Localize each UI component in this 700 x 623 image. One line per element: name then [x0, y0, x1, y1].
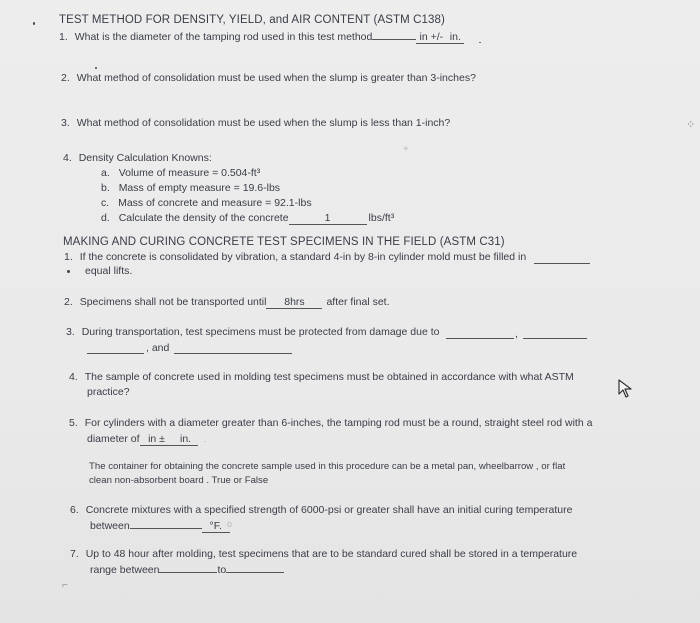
section-title-astm-c138: TEST METHOD FOR DENSITY, YIELD, and AIR CONTENT (ASTM C138)	[59, 14, 445, 26]
question-c31-5	[69, 417, 592, 429]
answer-line[interactable]	[523, 338, 587, 339]
bullet-dot	[67, 270, 70, 273]
true-false-line-2: clean non-absorbent board . True or False	[89, 475, 269, 486]
answer-field[interactable]	[226, 572, 284, 573]
unit-label: in.	[174, 434, 198, 446]
question-number: 4.	[69, 371, 78, 383]
stray-mark	[33, 22, 35, 25]
question-number: 2.	[61, 72, 70, 84]
known-d: d. Calculate the density of the concrete 1 lbs/ft³	[101, 212, 395, 224]
question-text: Concrete mixtures with a specified strength of 6000-psi or greater shall have an initial curing temperature	[85, 504, 573, 516]
question-c31-6	[70, 504, 572, 516]
question-c31-5-cont: diameter of in ± in. .	[87, 433, 207, 445]
question-text: What method of consolidation must be used when the slump is less than 1-inch?	[76, 117, 451, 129]
question-text: What is the diameter of the tamping rod used in this test method	[74, 31, 373, 43]
density-answer-field[interactable]: 1	[289, 213, 367, 225]
answer-line[interactable]	[87, 353, 144, 354]
stray-mark: ⁘	[686, 119, 696, 131]
question-text: Specimens shall not be transported until	[79, 296, 267, 308]
unit-label: in.	[446, 32, 464, 44]
question-c31-2	[64, 296, 390, 309]
unit-label: °F.	[202, 521, 230, 533]
question-c31-4-cont: practice?	[87, 386, 130, 398]
question-c31-6-cont: between °F.	[90, 520, 230, 533]
question-number: 4.	[63, 152, 72, 164]
question-text: If the concrete is consolidated by vibration, a standard 4-in by 8-in cylinder mold must be filled in	[79, 251, 527, 263]
known-a: a. Volume of measure = 0.504-ft³	[101, 167, 261, 179]
question-2	[61, 72, 476, 84]
question-number: 1.	[59, 31, 68, 43]
answer-field[interactable]	[130, 528, 202, 529]
answer-field[interactable]: in +/-	[416, 32, 446, 44]
question-text: Up to 48 hour after molding, test specimens that are to be standard cured shall be stored in a temperature	[85, 548, 578, 560]
question-number: 5.	[69, 417, 78, 429]
question-text: Density Calculation Knowns:	[78, 152, 212, 164]
answer-line[interactable]	[446, 338, 514, 339]
question-number: 7.	[70, 548, 79, 560]
known-c: c. Mass of concrete and measure = 92.1-lbs	[101, 197, 312, 209]
question-c31-3	[66, 326, 439, 338]
faint-mark: o	[227, 519, 233, 529]
stray-mark: ⌐	[62, 580, 68, 591]
question-number: 6.	[70, 504, 79, 516]
and-label: , and	[146, 342, 170, 354]
unit-label: lbs/ft³	[368, 212, 395, 224]
mouse-pointer-icon	[617, 378, 633, 400]
question-number: 3.	[66, 326, 75, 338]
answer-line[interactable]	[534, 263, 590, 264]
answer-field[interactable]	[159, 572, 217, 573]
answer-field[interactable]: 8hrs	[266, 297, 322, 309]
question-number: 3.	[61, 117, 70, 129]
question-number: 2.	[64, 296, 73, 308]
true-false-line-1: The container for obtaining the concrete sample used in this procedure can be a metal pan, wheelbarrow , or flat	[89, 461, 566, 472]
section-title-astm-c31: MAKING AND CURING CONCRETE TEST SPECIMENS IN THE FIELD (ASTM C31)	[63, 236, 505, 248]
question-c31-7-cont: range between to	[90, 564, 284, 576]
question-text-tail: after final set.	[326, 296, 390, 308]
question-3	[61, 117, 450, 129]
question-c31-1	[64, 251, 526, 263]
stray-dot	[95, 67, 97, 69]
known-b: b. Mass of empty measure = 19.6-lbs	[101, 182, 281, 194]
question-c31-7	[70, 548, 577, 560]
answer-field[interactable]: in ±	[140, 434, 174, 446]
question-1	[59, 31, 464, 44]
stray-mark	[479, 42, 481, 43]
faint-plus-mark: +	[403, 144, 409, 155]
question-c31-4	[69, 371, 574, 383]
answer-line[interactable]	[174, 353, 292, 354]
question-number: 1.	[64, 251, 73, 263]
question-text: What method of consolidation must be used when the slump is greater than 3-inches?	[76, 72, 476, 84]
question-text: The sample of concrete used in molding test specimens must be obtained in accordance with what ASTM	[84, 371, 574, 383]
question-text: During transportation, test specimens must be protected from damage due to	[81, 326, 440, 338]
question-4	[63, 152, 212, 164]
question-c31-1-cont: equal lifts.	[85, 265, 133, 277]
question-text: For cylinders with a diameter greater than 6-inches, the tamping rod must be a round, straight steel rod with a	[84, 417, 593, 429]
